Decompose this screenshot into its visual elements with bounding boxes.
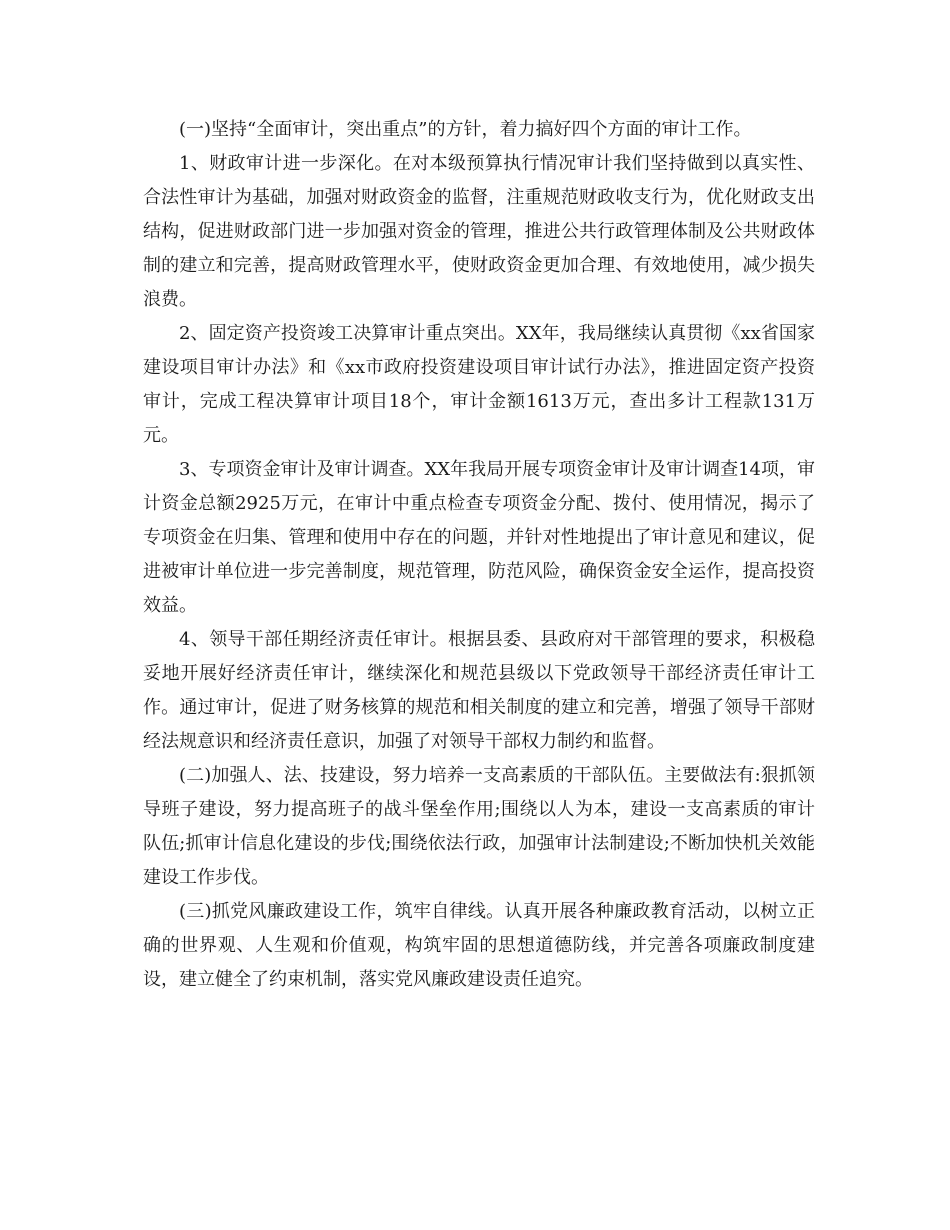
paragraph-integrity-building: (三)抓党风廉政建设工作，筑牢自律线。认真开展各种廉政教育活动，以树立正确的世界观、人生观和价值观，构筑牢固的思想道德防线，并完善各项廉政制度建设，建立健全了约束机制，落实党风廉政建设责任追究。	[143, 901, 815, 990]
paragraph-policy-four-areas: (一)坚持“全面审计，突出重点”的方针，着力搞好四个方面的审计工作。	[179, 119, 752, 140]
paragraph-leader-responsibility-audit: 4、领导干部任期经济责任审计。根据县委、县政府对干部管理的要求，积极稳妥地开展好经济责任审计，继续深化和规范县级以下党政领导干部经济责任审计工作。通过审计，促进了财务核算的规范和相关制度的建立和完善，增强了领导干部财经法规意识和经济责任意识，加强了对领导干部权力制约和监督。	[143, 629, 815, 752]
paragraph-fiscal-audit: 1、财政审计进一步深化。在对本级预算执行情况审计我们坚持做到以真实性、合法性审计为基础，加强对财政资金的监督，注重规范财政收支行为，优化财政支出结构，促进财政部门进一步加强对资金的管理，推进公共行政管理体制及公共财政体制的建立和完善，提高财政管理水平，使财政资金更加合理、有效地使用，减少损失浪费。	[143, 153, 815, 310]
document-body	[143, 113, 815, 997]
paragraph-team-building: (二)加强人、法、技建设，努力培养一支高素质的干部队伍。主要做法有:狠抓领导班子建设，努力提高班子的战斗堡垒作用;围绕以人为本，建设一支高素质的审计队伍;抓审计信息化建设的步伐;围绕依法行政，加强审计法制建设;不断加快机关效能建设工作步伐。	[143, 765, 815, 888]
paragraph-fixed-asset-audit: 2、固定资产投资竣工决算审计重点突出。XX年，我局继续认真贯彻《xx省国家建设项目审计办法》和《xx市政府投资建设项目审计试行办法》，推进固定资产投资审计，完成工程决算审计项目18个，审计金额1613万元，查出多计工程款131万元。	[143, 323, 815, 446]
paragraph-special-fund-audit: 3、专项资金审计及审计调查。XX年我局开展专项资金审计及审计调查14项，审计资金总额2925万元，在审计中重点检查专项资金分配、拨付、使用情况，揭示了专项资金在归集、管理和使用中存在的问题，并针对性地提出了审计意见和建议，促进被审计单位进一步完善制度，规范管理，防范风险，确保资金安全运作，提高投资效益。	[143, 459, 815, 616]
